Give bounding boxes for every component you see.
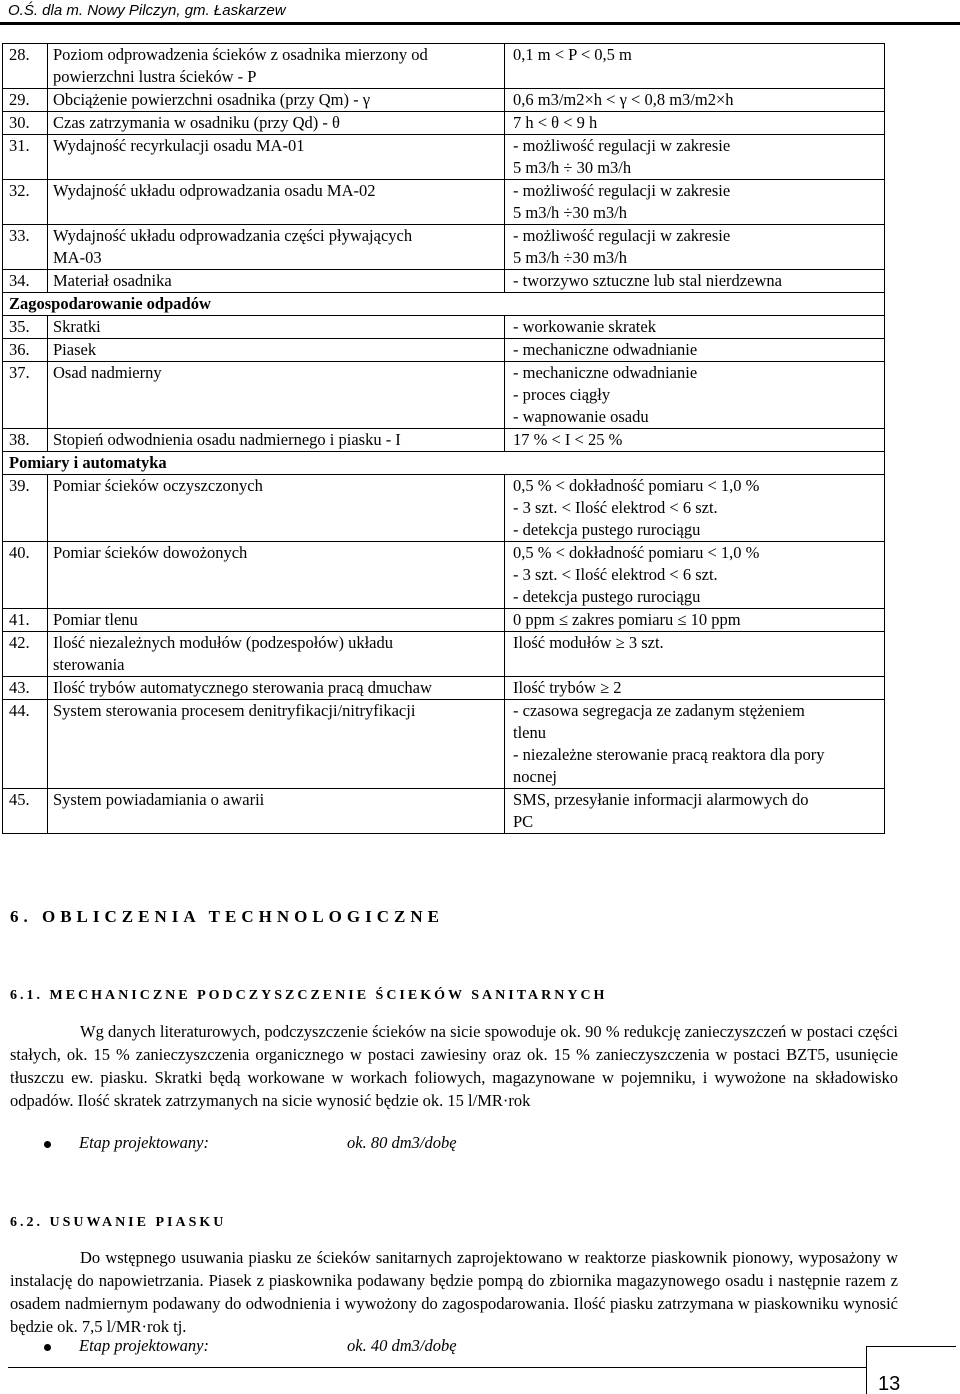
row-number: 37. <box>3 362 48 429</box>
value-line: Ilość modułów ≥ 3 szt. <box>513 633 664 652</box>
table-row <box>3 475 885 542</box>
description-line: System powiadamiania o awarii <box>53 790 265 809</box>
value-line: 0,6 m3/m2×h < γ < 0,8 m3/m2×h <box>513 90 734 109</box>
row-number: 32. <box>3 180 48 225</box>
table-row <box>3 700 885 789</box>
row-number: 38. <box>3 429 48 452</box>
row-description <box>48 475 505 542</box>
row-value <box>505 789 885 834</box>
value-line: 0,1 m < P < 0,5 m <box>513 45 632 64</box>
table-row <box>3 112 885 135</box>
description-line: Poziom odprowadzenia ścieków z osadnika mierzony od <box>53 45 428 64</box>
row-number: 40. <box>3 542 48 609</box>
value-line: 0 ppm ≤ zakres pomiaru ≤ 10 ppm <box>513 610 741 629</box>
row-number: 34. <box>3 270 48 293</box>
value-line: Ilość trybów ≥ 2 <box>513 678 622 697</box>
description-line: MA-03 <box>53 248 102 267</box>
row-description <box>48 89 505 112</box>
row-value <box>505 609 885 632</box>
table-row <box>3 44 885 89</box>
value-line: 5 m3/h ÷ 30 m3/h <box>513 158 632 177</box>
row-number: 44. <box>3 700 48 789</box>
table-row <box>3 429 885 452</box>
value-line: 5 m3/h ÷30 m3/h <box>513 203 628 222</box>
row-description <box>48 225 505 270</box>
value-line: tlenu <box>513 723 546 742</box>
description-line: Piasek <box>53 340 97 359</box>
row-value <box>505 429 885 452</box>
row-number: 45. <box>3 789 48 834</box>
value-line: - niezależne sterowanie pracą reaktora dla pory <box>513 745 825 764</box>
row-description <box>48 180 505 225</box>
row-description <box>48 632 505 677</box>
section-heading-6: 6. OBLICZENIA TECHNOLOGICZNE <box>10 907 444 926</box>
footer-rule <box>8 1367 866 1368</box>
row-number: 35. <box>3 316 48 339</box>
table-row <box>3 316 885 339</box>
table-row <box>3 89 885 112</box>
specification-table <box>2 43 885 834</box>
row-value <box>505 700 885 789</box>
row-value <box>505 316 885 339</box>
row-number: 30. <box>3 112 48 135</box>
row-value <box>505 362 885 429</box>
bullet-dot <box>44 1344 51 1351</box>
row-description <box>48 270 505 293</box>
table-row <box>3 270 885 293</box>
section-title: Pomiary i automatyka <box>3 452 885 475</box>
description-line: Pomiar ścieków dowożonych <box>53 543 248 562</box>
table-row <box>3 609 885 632</box>
value-line: - tworzywo sztuczne lub stal nierdzewna <box>513 271 782 290</box>
row-description <box>48 677 505 700</box>
row-description <box>48 44 505 89</box>
row-number: 43. <box>3 677 48 700</box>
value-line: - workowanie skratek <box>513 317 656 336</box>
row-description <box>48 789 505 834</box>
value-line: - mechaniczne odwadnianie <box>513 363 698 382</box>
description-line: Pomiar ścieków oczyszczonych <box>53 476 263 495</box>
table-section-row <box>3 293 885 316</box>
value-line: PC <box>513 812 534 831</box>
value-line: - proces ciągły <box>513 385 611 404</box>
row-number: 31. <box>3 135 48 180</box>
section-title: Zagospodarowanie odpadów <box>3 293 885 316</box>
document-header: O.Ś. dla m. Nowy Pilczyn, gm. Łaskarzew <box>8 2 286 19</box>
row-number: 41. <box>3 609 48 632</box>
value-line: SMS, przesyłanie informacji alarmowych do <box>513 790 809 809</box>
value-line: - możliwość regulacji w zakresie <box>513 181 731 200</box>
row-number: 28. <box>3 44 48 89</box>
page-number: 13 <box>878 1373 901 1394</box>
table-row <box>3 362 885 429</box>
paragraph-6-1 <box>10 1020 898 1112</box>
row-value <box>505 112 885 135</box>
row-value <box>505 180 885 225</box>
value-line: - detekcja pustego rurociągu <box>513 587 701 606</box>
description-line: System sterowania procesem denitryfikacji/nitryfikacji <box>53 701 416 720</box>
row-value <box>505 44 885 89</box>
table-row <box>3 225 885 270</box>
row-value <box>505 632 885 677</box>
bullet-label: Etap projektowany: <box>79 1336 209 1355</box>
value-line: - detekcja pustego rurociągu <box>513 520 701 539</box>
paragraph-6-2-text: Do wstępnego usuwania piasku ze ścieków sanitarnych zaprojektowano w reaktorze piaskownik pionowy, wyposażony w instalację do napowietrzania. Piasek z piaskownika podawany będzie pompą do zbiornika magazynowego osadu i następnie razem z osadem nadmiernym podawany do odwodnienia i wywożony do zagospodarowania. Ilość piasku zatrzymana w piaskowniku wynosić będzie ok. 7,5 l/MR·rok tj. <box>10 1248 898 1336</box>
row-description <box>48 609 505 632</box>
row-description <box>48 339 505 362</box>
row-value <box>505 135 885 180</box>
value-line: - 3 szt. < Ilość elektrod < 6 szt. <box>513 565 718 584</box>
table-row <box>3 632 885 677</box>
paragraph-6-1-text: Wg danych literaturowych, podczyszczenie ścieków na sicie spowoduje ok. 90 % redukcję zanieczyszczeń w postaci części stałych, ok. 15 % zanieczyszczenia organicznego w postaci zawiesiny oraz ok. 15 % zanieczyszczenia w postaci BZT5, usunięcie tłuszczu ew. piasku. Skratki będą workowane w workach foliowych, magazynowane w pojemniku, i wywożone na składowisko odpadów. Ilość skratek zatrzymanych na sicie wynosić będzie ok. 15 l/MR·rok <box>10 1022 898 1110</box>
paragraph-6-2 <box>10 1246 898 1338</box>
bullet-value: ok. 80 dm3/dobę <box>347 1133 457 1152</box>
row-number: 33. <box>3 225 48 270</box>
table-row <box>3 135 885 180</box>
table-row <box>3 339 885 362</box>
description-line: powierzchni lustra ścieków - P <box>53 67 257 86</box>
value-line: - możliwość regulacji w zakresie <box>513 136 731 155</box>
table-row <box>3 180 885 225</box>
value-line: - czasowa segregacja ze zadanym stężeniem <box>513 701 805 720</box>
description-line: Wydajność układu odprowadzania osadu MA-02 <box>53 181 376 200</box>
value-line: - wapnowanie osadu <box>513 407 649 426</box>
row-number: 39. <box>3 475 48 542</box>
description-line: sterowania <box>53 655 125 674</box>
row-value <box>505 542 885 609</box>
description-line: Czas zatrzymania w osadniku (przy Qd) - θ <box>53 113 340 132</box>
table-row <box>3 789 885 834</box>
description-line: Pomiar tlenu <box>53 610 138 629</box>
bullet-dot <box>44 1141 51 1148</box>
bullet-value: ok. 40 dm3/dobę <box>347 1336 457 1355</box>
row-value <box>505 270 885 293</box>
row-value <box>505 677 885 700</box>
value-line: 0,5 % < dokładność pomiaru < 1,0 % <box>513 543 760 562</box>
row-description <box>48 700 505 789</box>
table-row <box>3 542 885 609</box>
row-value <box>505 475 885 542</box>
table-section-row <box>3 452 885 475</box>
row-value <box>505 89 885 112</box>
value-line: - 3 szt. < Ilość elektrod < 6 szt. <box>513 498 718 517</box>
section-heading-6-1: 6.1. MECHANICZNE PODCZYSZCZENIE ŚCIEKÓW SANITARNYCH <box>10 988 608 1003</box>
row-number: 42. <box>3 632 48 677</box>
table-row <box>3 677 885 700</box>
value-line: 0,5 % < dokładność pomiaru < 1,0 % <box>513 476 760 495</box>
row-description <box>48 135 505 180</box>
value-line: 7 h < θ < 9 h <box>513 113 598 132</box>
row-number: 29. <box>3 89 48 112</box>
bullet-label: Etap projektowany: <box>79 1133 209 1152</box>
description-line: Ilość niezależnych modułów (podzespołów) układu <box>53 633 393 652</box>
description-line: Wydajność układu odprowadzania części pływających <box>53 226 413 245</box>
row-description <box>48 429 505 452</box>
description-line: Materiał osadnika <box>53 271 172 290</box>
row-number: 36. <box>3 339 48 362</box>
row-description <box>48 112 505 135</box>
description-line: Obciążenie powierzchni osadnika (przy Qm) - γ <box>53 90 370 109</box>
description-line: Wydajność recyrkulacji osadu MA-01 <box>53 136 305 155</box>
value-line: - możliwość regulacji w zakresie <box>513 226 731 245</box>
description-line: Stopień odwodnienia osadu nadmiernego i piasku - I <box>53 430 401 449</box>
row-description <box>48 316 505 339</box>
value-line: - mechaniczne odwadnianie <box>513 340 698 359</box>
row-description <box>48 542 505 609</box>
section-heading-6-2: 6.2. USUWANIE PIASKU <box>10 1215 227 1230</box>
row-value <box>505 225 885 270</box>
row-value <box>505 339 885 362</box>
value-line: nocnej <box>513 767 557 786</box>
description-line: Skratki <box>53 317 101 336</box>
value-line: 5 m3/h ÷30 m3/h <box>513 248 628 267</box>
value-line: 17 % < I < 25 % <box>513 430 623 449</box>
description-line: Osad nadmierny <box>53 363 162 382</box>
header-rule <box>0 22 960 25</box>
description-line: Ilość trybów automatycznego sterowania pracą dmuchaw <box>53 678 432 697</box>
row-description <box>48 362 505 429</box>
